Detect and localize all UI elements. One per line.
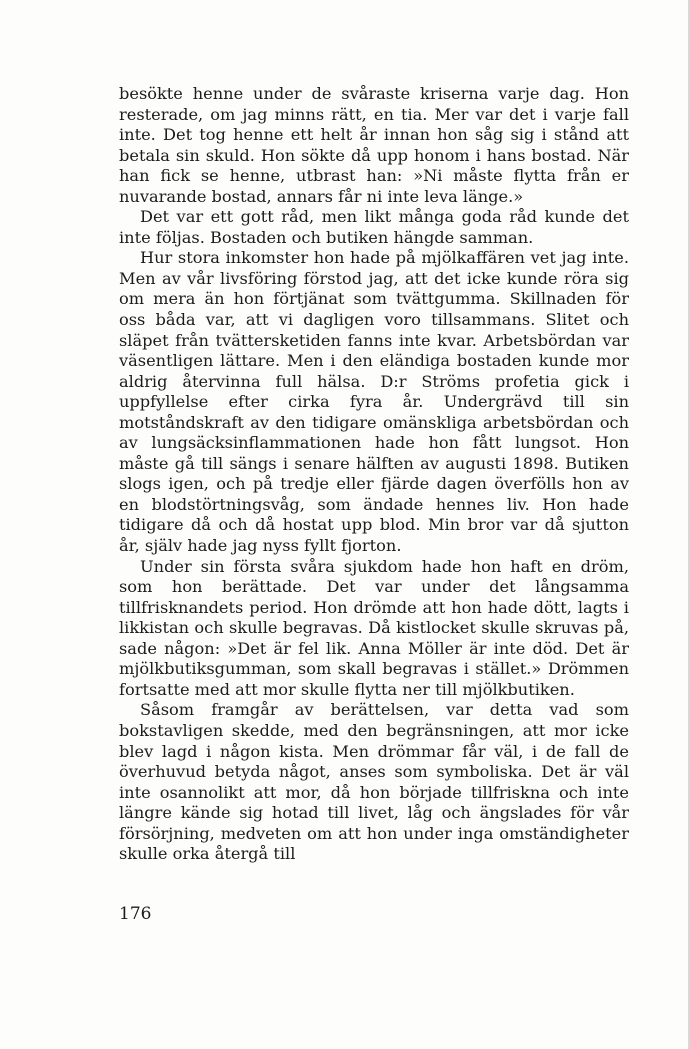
paragraph-5: Såsom framgår av berättelsen, var detta vad som bokstavligen skedde, med den begränsningen, att mor icke blev lagd i någon kista. Men drömmar får väl, i de fall de överhuvud betyda något, anses som symboliska. Det är väl inte osannolikt att mor, då hon började tillfriskna och inte längre kände sig hotad till livet, låg och ängslades för vår försörjning, medveten om att hon under inga omständigheter skulle orka återgå till: [119, 700, 629, 864]
paragraph-1: besökte henne under de svåraste kriserna varje dag. Hon resterade, om jag minns rätt, en tia. Mer var det i varje fall inte. Det tog henne ett helt år innan hon såg sig i stånd att betala sin skuld. Hon sökte då upp honom i hans bostad. När han fick se henne, utbrast han: »Ni måste flytta från er nuvarande bostad, annars får ni inte leva länge.»: [119, 84, 629, 206]
page-number: 176: [119, 904, 152, 924]
paragraph-2: Det var ett gott råd, men likt många goda råd kunde det inte följas. Bostaden och butiken hängde samman.: [119, 207, 629, 247]
body-text: [119, 84, 629, 865]
paragraph-3: Hur stora inkomster hon hade på mjölkaffären vet jag inte. Men av vår livsföring förstod jag, att det icke kunde röra sig om mera än hon förtjänat som tvättgumma. Skillnaden för oss båda var, att vi dagligen voro tillsammans. Slitet och släpet från tvättersketiden fanns inte kvar. Arbetsbördan var väsentligen lättare. Men i den eländiga bostaden kunde mor aldrig återvinna full hälsa. D:r Ströms profetia gick i uppfyllelse efter cirka fyra år. Undergrävd till sin motståndskraft av den tidigare omänskliga arbetsbördan och av lungsäcksinflammationen hade hon fått lungsot. Hon måste gå till sängs i senare hälften av augusti 1898. Butiken slogs igen, och på tredje eller fjärde dagen överfölls hon av en blodstörtningsvåg, som ändade hennes liv. Hon hade tidigare då och då hostat upp blod. Min bror var då sjutton år, själv hade jag nyss fyllt fjorton.: [119, 248, 629, 556]
paragraph-4: Under sin första svåra sjukdom hade hon haft en dröm, som hon berättade. Det var under det långsamma tillfrisknandets period. Hon drömde att hon hade dött, lagts i likkistan och skulle begravas. Då kistlocket skulle skruvas på, sade någon: »Det är fel lik. Anna Möller är inte död. Det är mjölkbutiksgumman, som skall begravas i stället.» Drömmen fortsatte med att mor skulle flytta ner till mjölkbutiken.: [119, 556, 629, 699]
